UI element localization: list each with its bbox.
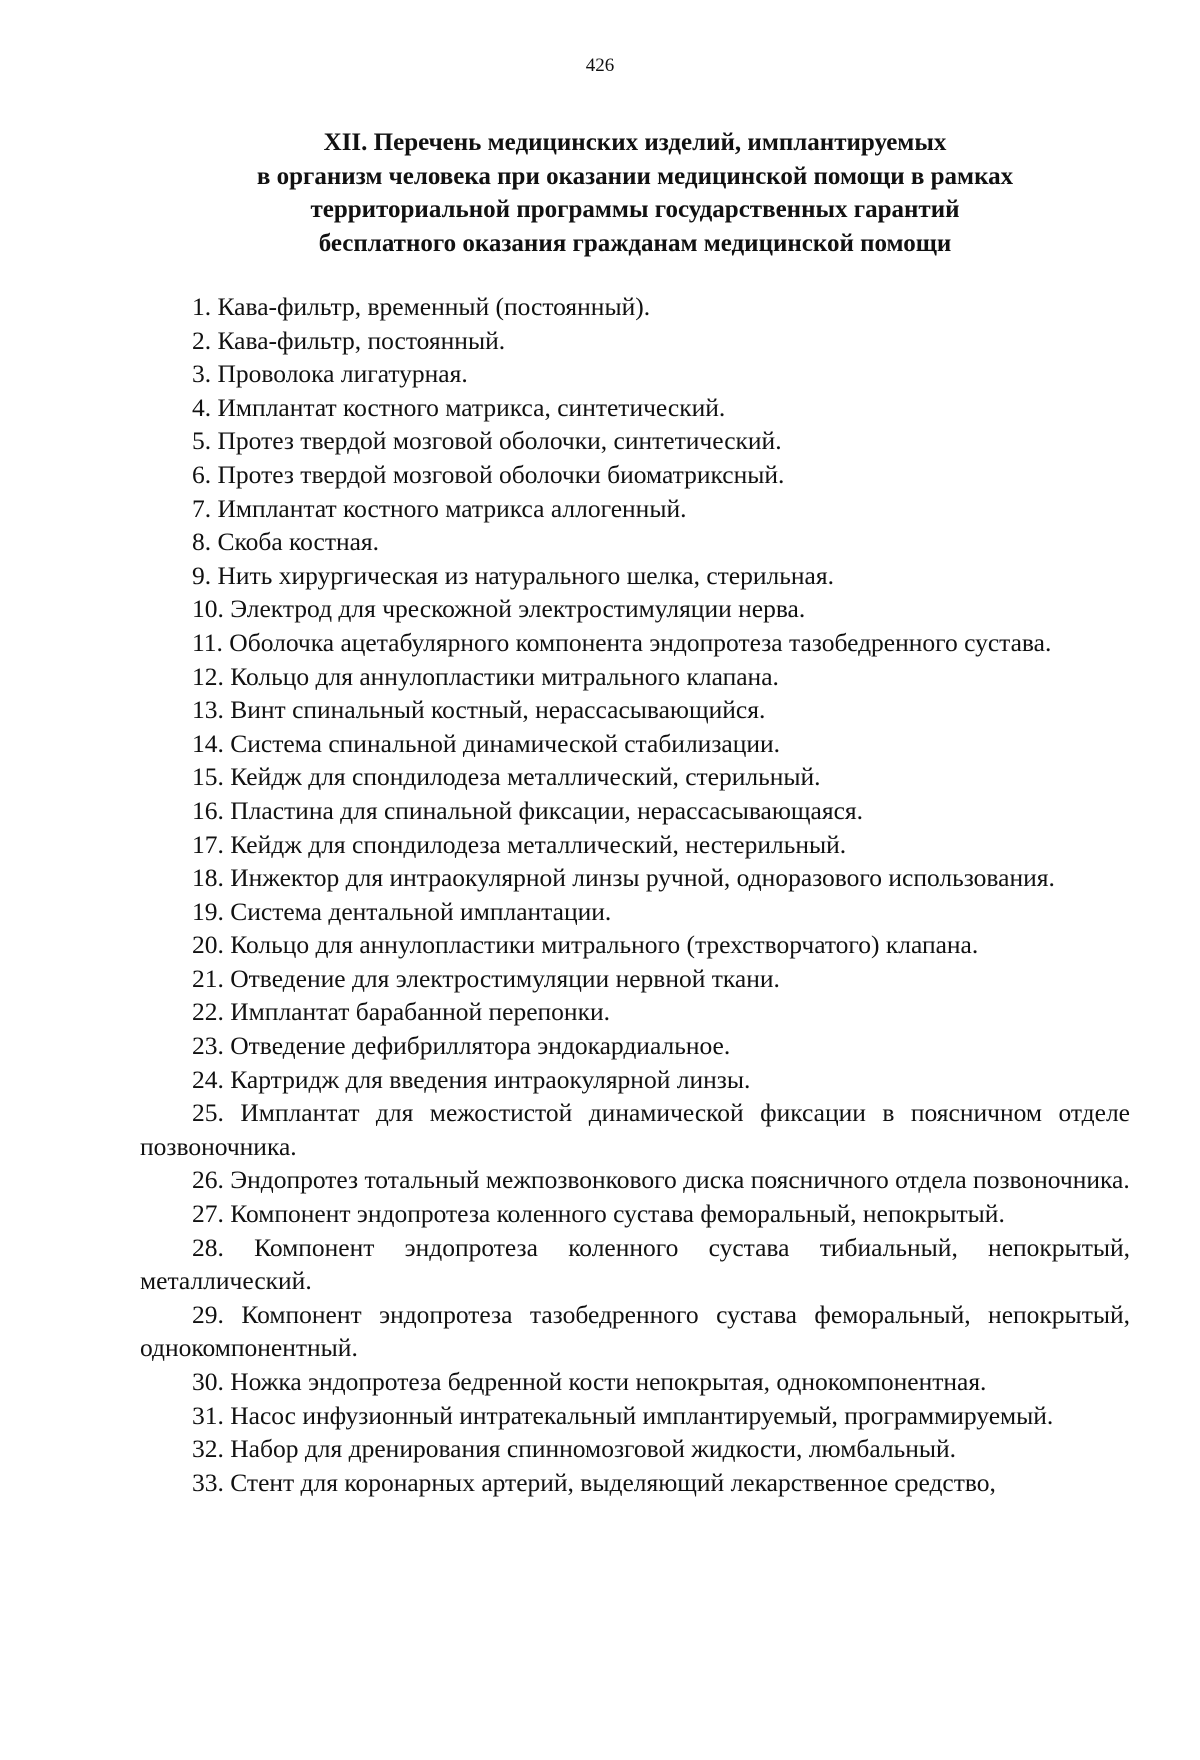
list-item: 5. Протез твердой мозговой оболочки, синтетический. <box>192 426 782 456</box>
list-item: 8. Скоба костная. <box>192 527 380 557</box>
list-item: 33. Стент для коронарных артерий, выделяющий лекарственное средство, <box>192 1467 996 1497</box>
heading-line: территориальной программы государственных гарантий <box>310 196 960 223</box>
list-item: 1. Кава-фильтр, временный (постоянный). <box>192 292 651 321</box>
heading-line: в организм человека при оказании медицинской помощи в рамках <box>256 162 1014 190</box>
list-item: 29. Компонент эндопротеза тазобедренного сустава феморальный, непокрытый, однокомпонентный. <box>140 1299 1130 1363</box>
list-item: 18. Инжектор для интраокулярной линзы ручной, одноразового использования. <box>192 863 1055 893</box>
list-item: 7. Имплантат костного матрикса аллогенный. <box>192 493 687 523</box>
list-item: 23. Отведение дефибриллятора эндокардиальное. <box>192 1031 731 1061</box>
page-number: 426 <box>585 55 615 76</box>
list-item: 26. Эндопротез тотальный межпозвонкового диска поясничного отдела позвоночника. <box>192 1165 1130 1195</box>
list-item: 32. Набор для дренирования спинномозговой жидкости, люмбальный. <box>192 1434 957 1464</box>
heading-line: XII. Перечень медицинских изделий, имплантируемых <box>323 129 947 156</box>
list-item: 13. Винт спинальный костный, нерассасывающийся. <box>192 695 766 725</box>
device-list <box>140 290 1130 1499</box>
section-heading <box>140 126 1130 260</box>
list-item: 9. Нить хирургическая из натурального шелка, стерильная. <box>192 560 834 590</box>
list-item: 27. Компонент эндопротеза коленного сустава феморальный, непокрытый. <box>192 1199 1005 1229</box>
list-item: 21. Отведение для электростимуляции нервной ткани. <box>192 963 780 993</box>
list-item: 2. Кава-фильтр, постоянный. <box>192 325 506 355</box>
list-item: 3. Проволока лигатурная. <box>192 359 468 389</box>
list-item: 10. Электрод для чрескожной электростимуляции нерва. <box>192 594 806 624</box>
list-item: 4. Имплантат костного матрикса, синтетический. <box>192 392 726 422</box>
list-item: 11. Оболочка ацетабулярного компонента эндопротеза тазобедренного сустава. <box>192 627 1052 657</box>
list-item: 22. Имплантат барабанной перепонки. <box>192 997 610 1027</box>
list-item: 19. Система дентальной имплантации. <box>192 896 612 926</box>
list-item: 30. Ножка эндопротеза бедренной кости непокрытая, однокомпонентная. <box>192 1367 987 1396</box>
list-item: 12. Кольцо для аннулопластики митрального клапана. <box>192 661 779 691</box>
list-item: 25. Имплантат для межостистой динамической фиксации в поясничном отделе позвоночника. <box>140 1098 1130 1161</box>
list-item: 6. Протез твердой мозговой оболочки биоматриксный. <box>192 459 785 489</box>
list-item: 16. Пластина для спинальной фиксации, нерассасывающаяся. <box>192 795 864 825</box>
list-item: 24. Картридж для введения интраокулярной линзы. <box>192 1064 751 1094</box>
list-item: 20. Кольцо для аннулопластики митрального (трехстворчатого) клапана. <box>192 930 979 960</box>
heading-line: бесплатного оказания гражданам медицинской помощи <box>318 229 952 257</box>
list-item: 31. Насос инфузионный интратекальный имплантируемый, программируемый. <box>192 1400 1054 1430</box>
list-item: 15. Кейдж для спондилодеза металлический, стерильный. <box>192 762 821 792</box>
list-item: 28. Компонент эндопротеза коленного сустава тибиальный, непокрытый, металлический. <box>140 1232 1130 1296</box>
list-item: 17. Кейдж для спондилодеза металлический, нестерильный. <box>192 829 847 859</box>
list-item: 14. Система спинальной динамической стабилизации. <box>192 728 781 758</box>
